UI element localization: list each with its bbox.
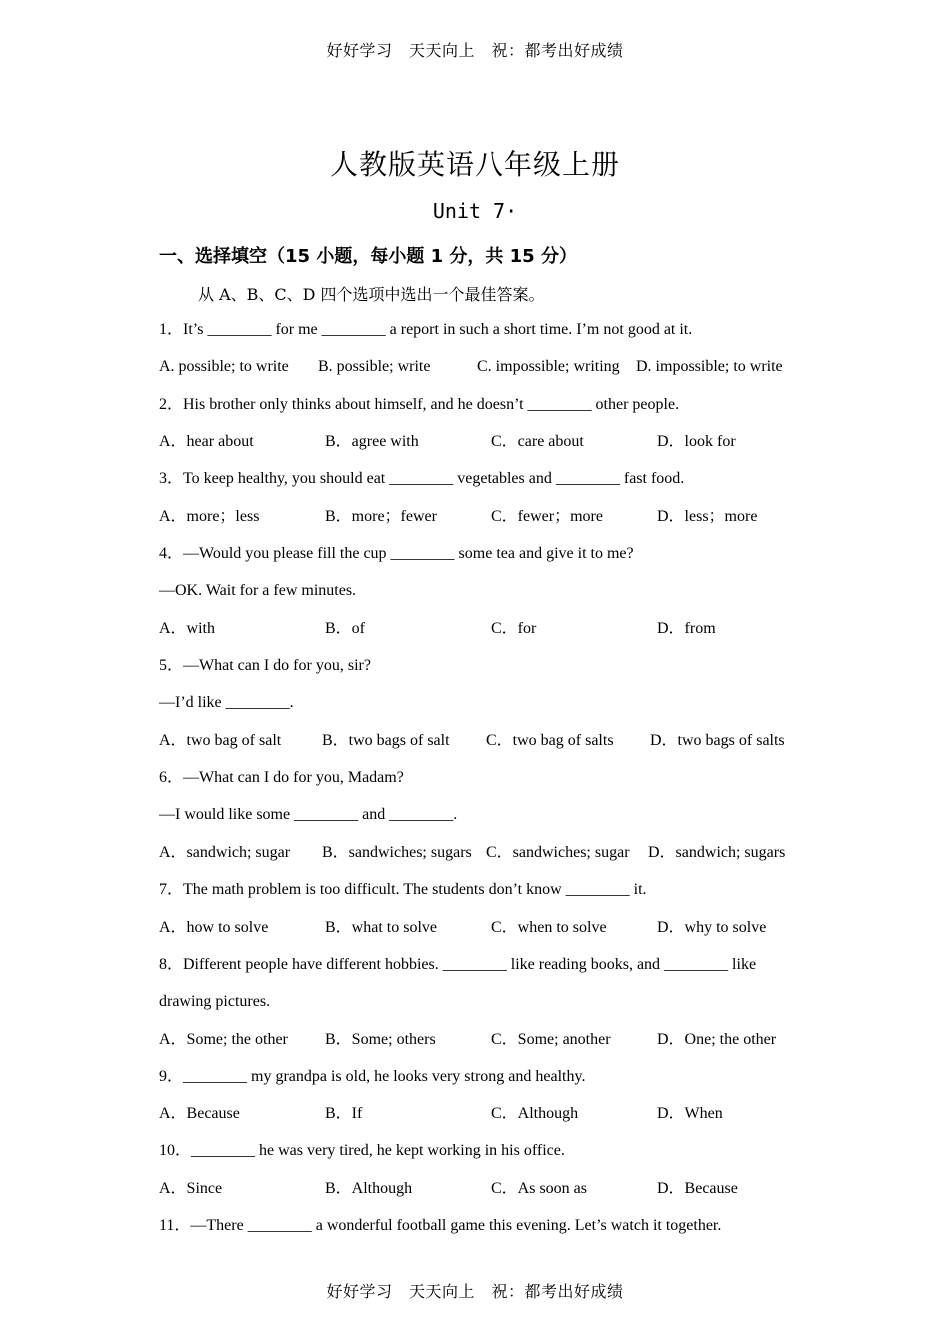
unit-subtitle: Unit 7· [432, 199, 518, 223]
question-6-option-a: A．sandwich; sugar [159, 844, 291, 861]
question-4-option-b: B．of [325, 620, 366, 637]
question-3-option-c: C．fewer；more [491, 508, 603, 525]
question-8-stem: 8．Different people have different hobbies. ________ like reading books, and ________ like [159, 956, 757, 973]
question-4-option-a: A．with [159, 620, 216, 637]
question-3-stem: 3．To keep healthy, you should eat ________ vegetables and ________ fast food. [159, 470, 685, 487]
question-6-reply: —I would like some ________ and ________. [159, 806, 458, 823]
question-9-option-a: A．Because [159, 1105, 240, 1122]
instruction-text: 从 A、B、C、D 四个选项中选出一个最佳答案。 [198, 285, 545, 304]
question-3-option-a: A．more；less [159, 508, 260, 525]
question-1-option-c: C. impossible; writing [477, 358, 620, 375]
question-10-option-c: C．As soon as [491, 1180, 588, 1197]
question-10-option-b: B．Although [325, 1180, 413, 1197]
question-8-option-b: B．Some; others [325, 1031, 436, 1048]
question-2-stem: 2．His brother only thinks about himself, and he doesn’t ________ other people. [159, 396, 680, 413]
question-1-stem: 1．It’s ________ for me ________ a report in such a short time. I’m not good at it. [159, 321, 693, 338]
question-4-reply: —OK. Wait for a few minutes. [159, 582, 357, 599]
question-9-option-d: D．When [657, 1105, 723, 1122]
question-6-stem: 6．—What can I do for you, Madam? [159, 769, 404, 786]
question-8-option-a: A．Some; the other [159, 1031, 288, 1048]
question-2-option-a: A．hear about [159, 433, 254, 450]
question-5-option-b: B．two bags of salt [322, 732, 450, 749]
section-heading: 一、选择填空（15 小题，每小题 1 分，共 15 分） [159, 246, 577, 267]
question-2-option-d: D．look for [657, 433, 736, 450]
page-header: 好好学习 天天向上 祝：都考出好成绩 [326, 41, 624, 60]
question-8-option-c: C．Some; another [491, 1031, 611, 1048]
question-4-stem: 4．—Would you please fill the cup ________ some tea and give it to me? [159, 545, 634, 562]
question-1-option-b: B. possible; write [318, 358, 431, 375]
question-9-option-b: B．If [325, 1105, 363, 1122]
question-7-stem: 7．The math problem is too difficult. The students don’t know ________ it. [159, 881, 647, 898]
question-6-option-d: D．sandwich; sugars [648, 844, 786, 861]
question-8-stem-continued: drawing pictures. [159, 993, 271, 1010]
question-6-option-b: B．sandwiches; sugars [322, 844, 472, 861]
page-footer: 好好学习 天天向上 祝：都考出好成绩 [326, 1282, 624, 1301]
page-title: 人教版英语八年级上册 [329, 148, 620, 181]
question-10-option-d: D．Because [657, 1180, 738, 1197]
question-1-option-a: A. possible; to write [159, 358, 289, 375]
question-2-option-b: B．agree with [325, 433, 419, 450]
question-9-option-c: C．Although [491, 1105, 579, 1122]
question-7-option-c: C．when to solve [491, 919, 607, 936]
question-11-stem: 11．—There ________ a wonderful football game this evening. Let’s watch it together. [159, 1217, 722, 1234]
question-7-option-a: A．how to solve [159, 919, 269, 936]
question-4-option-d: D．from [657, 620, 716, 637]
question-7-option-d: D．why to solve [657, 919, 767, 936]
question-2-option-c: C．care about [491, 433, 584, 450]
question-6-option-c: C．sandwiches; sugar [486, 844, 630, 861]
question-5-reply: —I’d like ________. [159, 694, 294, 711]
question-5-option-c: C．two bag of salts [486, 732, 614, 749]
question-5-option-a: A．two bag of salt [159, 732, 282, 749]
question-5-option-d: D．two bags of salts [650, 732, 785, 749]
question-8-option-d: D．One; the other [657, 1031, 777, 1048]
question-10-option-a: A．Since [159, 1180, 223, 1197]
question-7-option-b: B．what to solve [325, 919, 437, 936]
question-9-stem: 9．________ my grandpa is old, he looks very strong and healthy. [159, 1068, 586, 1085]
question-3-option-b: B．more；fewer [325, 508, 437, 525]
question-4-option-c: C．for [491, 620, 537, 637]
question-10-stem: 10．________ he was very tired, he kept working in his office. [159, 1142, 565, 1159]
question-1-option-d: D. impossible; to write [636, 358, 783, 375]
question-3-option-d: D．less；more [657, 508, 758, 525]
question-5-stem: 5．—What can I do for you, sir? [159, 657, 371, 674]
